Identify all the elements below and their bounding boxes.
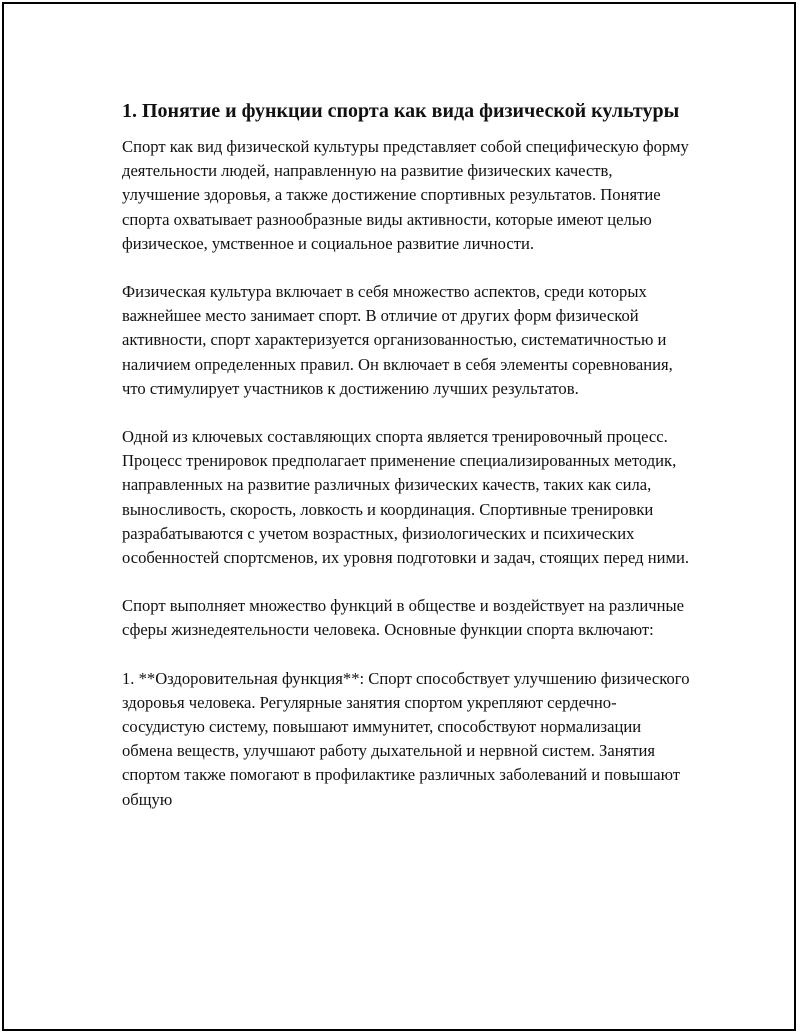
paragraph-4: Спорт выполняет множество функций в обществе и воздействует на различные сферы жизнедеятельности человека. Основные функции спорта включают: — [122, 596, 685, 640]
document-body — [122, 97, 692, 812]
paragraph-2: Физическая культура включает в себя множество аспектов, среди которых важнейшее место занимает спорт. В отличие от других форм физической активности, спорт характеризуется организованностью, систематичностью и наличием определенных правил. Он включает в себя элементы соревнования, что стимулирует участников к достижению лучших результатов. — [122, 282, 673, 398]
section-heading: 1. Понятие и функции спорта как вида физической культуры — [122, 100, 680, 122]
paragraph-5: 1. **Оздоровительная функция**: Спорт способствует улучшению физического здоровья человека. Регулярные занятия спортом укрепляют сердечно-сосудистую систему, повышают иммунитет, способствуют нормализации обмена веществ, улучшают работу дыхательной и нервной систем. Занятия спортом также помогают в профилактике различных заболеваний и повышают общую — [122, 668, 690, 809]
page-frame — [2, 2, 796, 1031]
paragraph-1: Спорт как вид физической культуры представляет собой специфическую форму деятельности людей, направленную на развитие физических качеств, улучшение здоровья, а также достижение спортивных результатов. Понятие спорта охватывает разнообразные виды активности, которые имеют целью физическое, умственное и социальное развитие личности. — [122, 137, 689, 253]
paragraph-3: Одной из ключевых составляющих спорта является тренировочный процесс. Процесс тренировок предполагает применение специализированных методик, направленных на развитие различных физических качеств, таких как сила, выносливость, скорость, ловкость и координация. Спортивные тренировки разрабатываются с учетом возрастных, физиологических и психических особенностей спортсменов, их уровня подготовки и задач, стоящих перед ними. — [122, 427, 690, 568]
